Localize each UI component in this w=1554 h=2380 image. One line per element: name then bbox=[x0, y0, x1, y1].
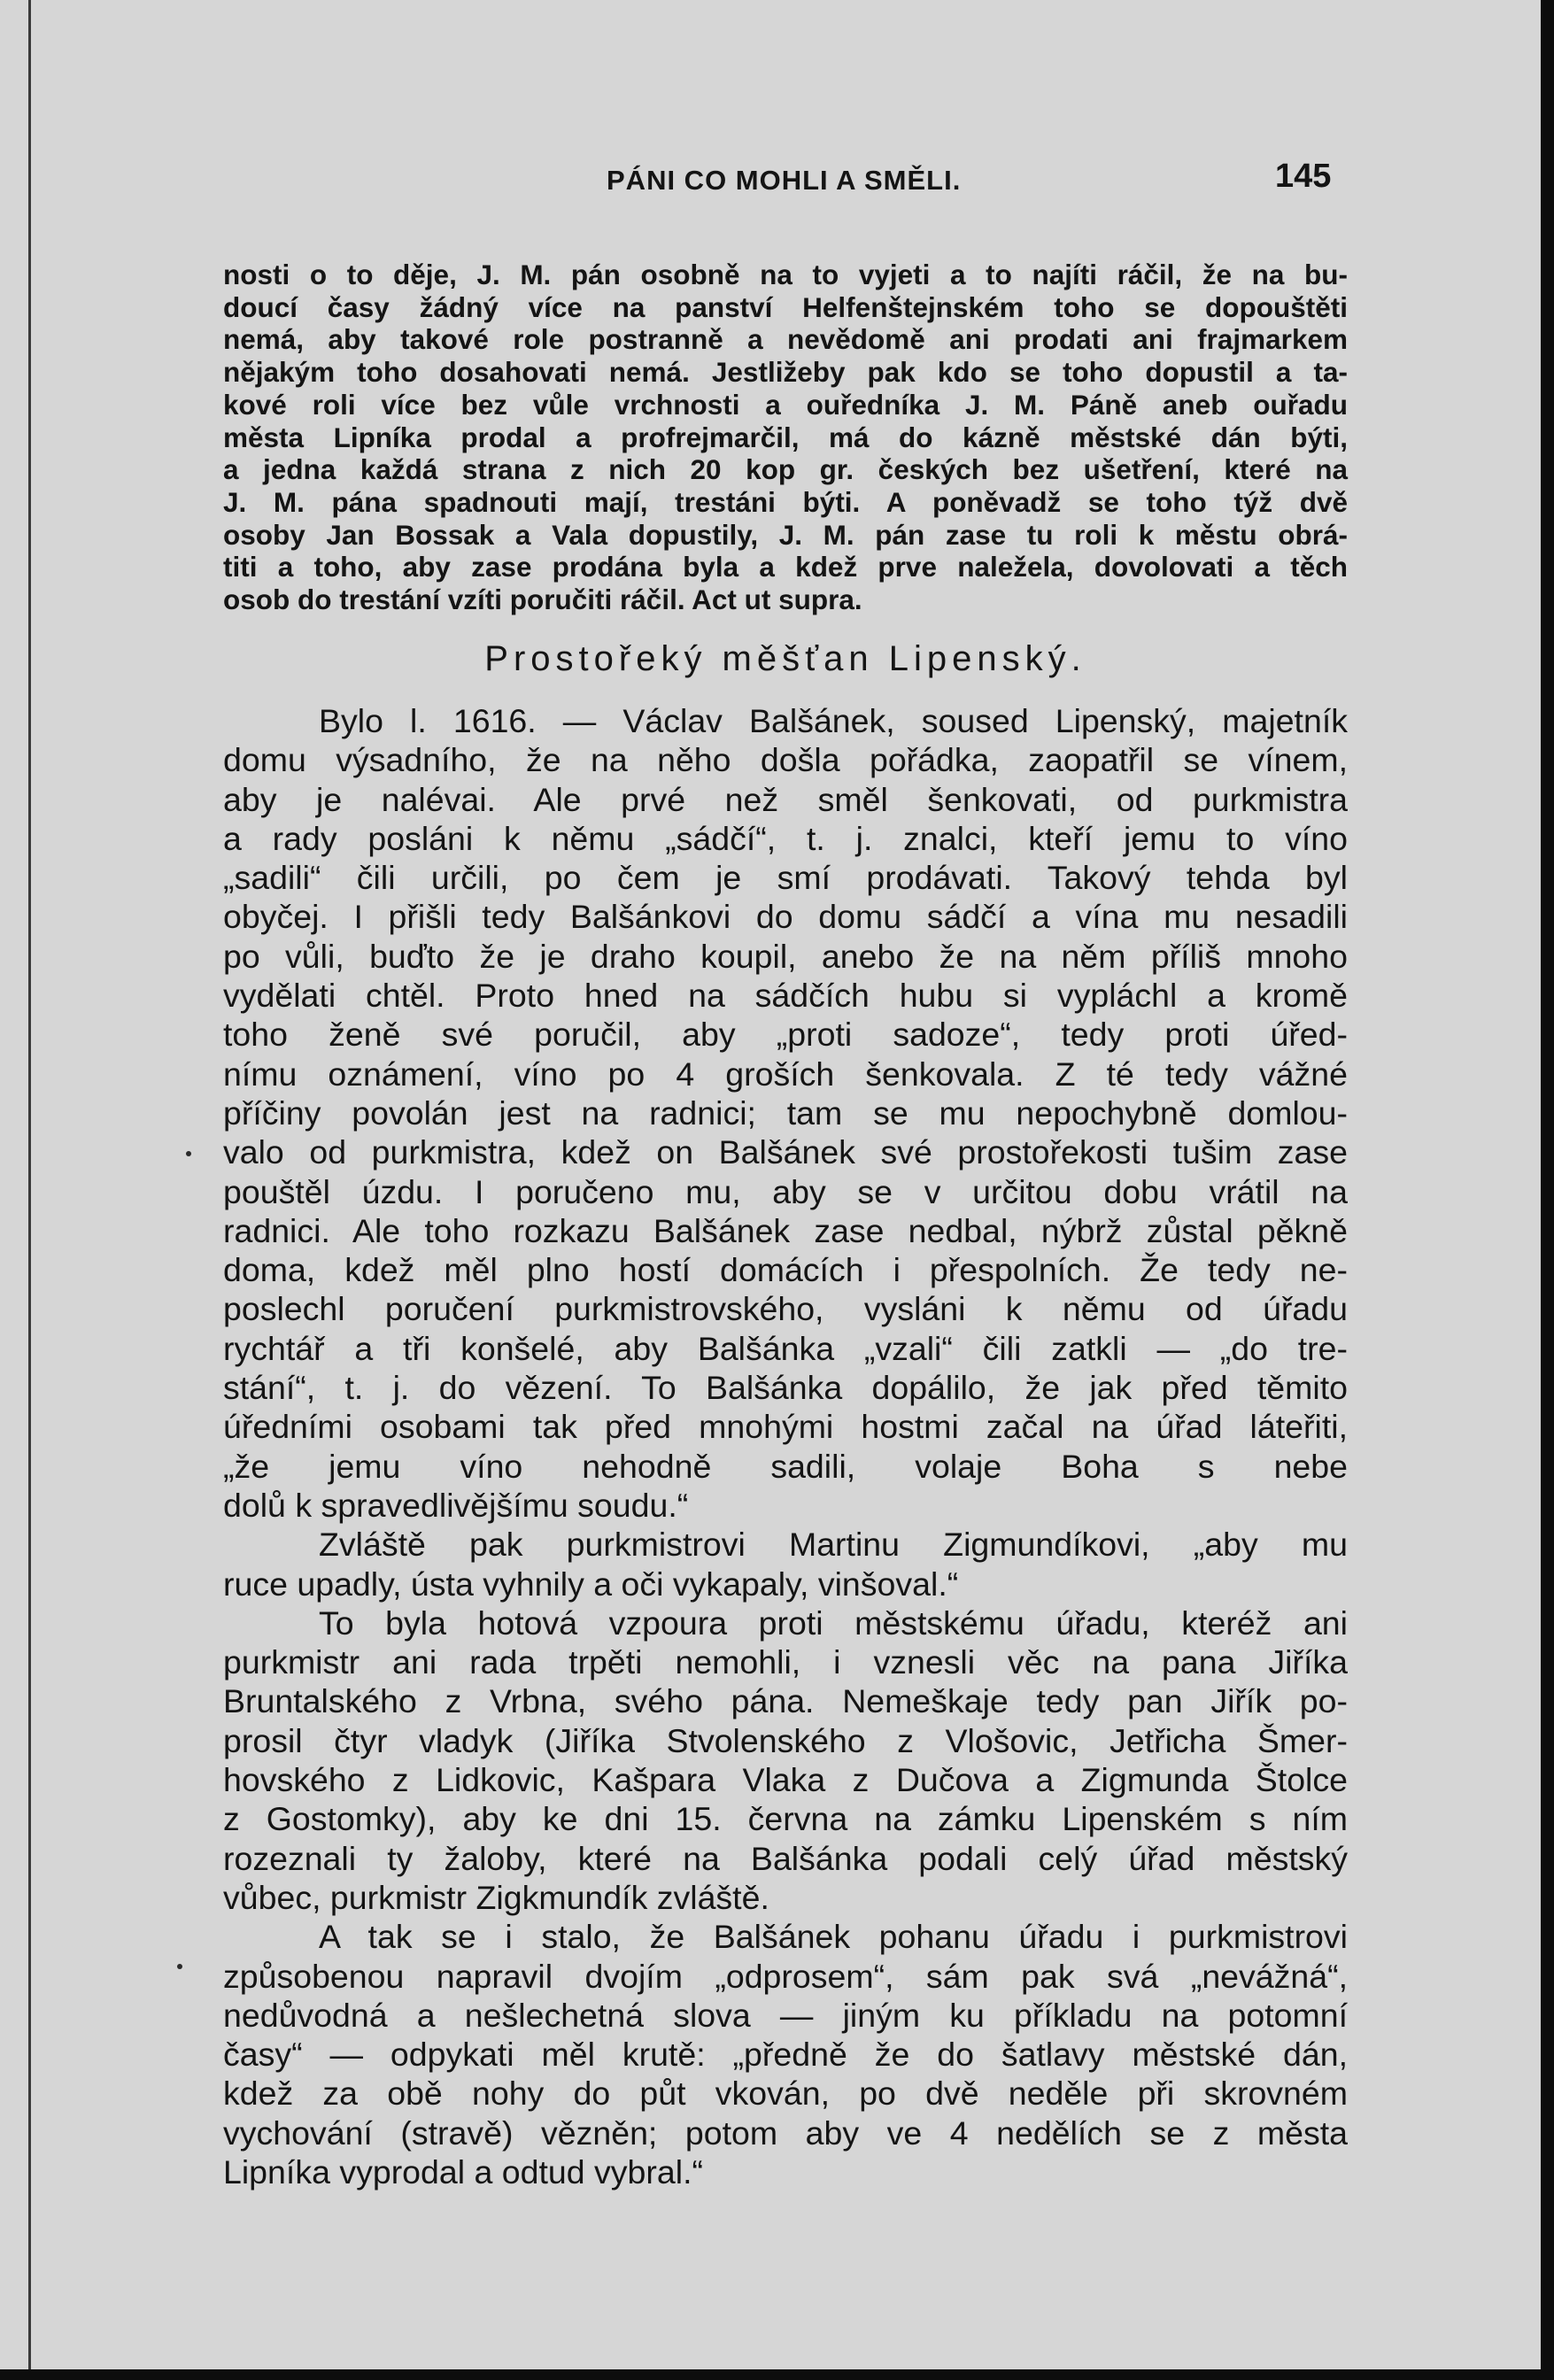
text-line: prosil čtyr vladyk (Jiříka Stvolenského z Vlošovic, Jetřicha Šmer- bbox=[223, 1721, 1348, 1759]
text-line: Lipníka vyprodal a odtud vybral.“ bbox=[223, 2152, 703, 2191]
text-line: nemá, aby takové role postranně a nevědomě ani prodati ani frajmarkem bbox=[223, 323, 1348, 356]
text-line: vydělati chtěl. Proto hned na sádčích hubu si vypláchl a kromě bbox=[223, 977, 1348, 1015]
text-line: osob do trestání vzíti poručiti ráčil. Act ut supra. bbox=[223, 583, 862, 616]
text-line: úředními osobami tak před mnohými hostmi začal na úřad láteřiti, bbox=[223, 1408, 1348, 1446]
text-line: doucí časy žádný více na panství Helfenštejnském toho se dopouštěti bbox=[223, 290, 1348, 323]
text-line: rychtář a tři konšelé, aby Balšánka „vzali“ čili zatkli — „do tre- bbox=[223, 1329, 1348, 1367]
text-line: A tak se i stalo, že Balšánek pohanu úřadu i purkmistrovi bbox=[319, 1918, 1348, 1956]
page-header bbox=[0, 158, 1541, 211]
text-line: obyčej. I přišli tedy Balšánkovi do domu sádčí a vína mu nesadili bbox=[223, 898, 1348, 936]
text-line: radnici. Ale toho rozkazu Balšánek zase nedbal, nýbrž zůstal pěkně bbox=[223, 1211, 1348, 1249]
text-line: nějakým toho dosahovati nemá. Jestližeby pak kdo se toho dopustil a ta- bbox=[223, 356, 1348, 389]
text-line: pouštěl úzdu. I poručeno mu, aby se v určitou dobu vrátil na bbox=[223, 1172, 1348, 1210]
text-line: z Gostomky), aby ke dni 15. června na zámku Lipenském s ním bbox=[223, 1800, 1348, 1838]
text-line: vůbec, purkmistr Zigkmundík zvláště. bbox=[223, 1878, 769, 1916]
text-line: způsobenou napravil dvojím „odprosem“, sám pak svá „nevážná“, bbox=[223, 1957, 1348, 1995]
text-line: a rady posláni k němu „sádčí“, t. j. znalci, kteří jemu to víno bbox=[223, 819, 1348, 857]
section-heading: Prostořeký měšťan Lipenský. bbox=[484, 639, 1086, 678]
text-line: purkmistr ani rada trpěti nemohli, i vznesli věc na pana Jiříka bbox=[223, 1643, 1348, 1681]
margin-speck bbox=[186, 1151, 191, 1156]
text-line: ruce upadly, ústa vyhnily a oči vykapaly, vinšoval.“ bbox=[223, 1565, 959, 1603]
text-line: hovského z Lidkovic, Kašpara Vlaka z Dučova a Zigmunda Štolce bbox=[223, 1761, 1348, 1799]
text-line: Zvláště pak purkmistrovi Martinu Zigmundíkovi, „aby mu bbox=[319, 1526, 1348, 1564]
text-line: nosti o to děje, J. M. pán osobně na to vyjeti a to najíti ráčil, že na bu- bbox=[223, 259, 1348, 290]
text-line: a jedna každá strana z nich 20 kop gr. českých bez ušetření, které na bbox=[223, 453, 1348, 486]
text-line: J. M. pána spadnouti mají, trestáni býti. A poněvadž se toho týž dvě bbox=[223, 485, 1348, 518]
text-line: časy“ — odpykati měl krutě: „předně že do šatlavy městské dán, bbox=[223, 2036, 1348, 2074]
text-line: titi a toho, aby zase prodána byla a kdež prve naležela, dovolovati a těch bbox=[223, 551, 1348, 583]
text-line: valo od purkmistra, kdež on Balšánek své prostořekosti tušim zase bbox=[223, 1133, 1348, 1171]
text-line: „sadili“ čili určili, po čem je smí prodávati. Takový tehda byl bbox=[223, 859, 1348, 897]
text-line: kové roli více bez vůle vrchnosti a ouředníka J. M. Páně aneb ouřadu bbox=[223, 388, 1348, 421]
text-line: nímu oznámení, víno po 4 groších šenkovala. Z té tedy vážné bbox=[223, 1055, 1348, 1093]
text-line: doma, kdež měl plno hostí domácích i přespolních. Že tedy ne- bbox=[223, 1251, 1348, 1289]
text-line: města Lipníka prodal a profrejmarčil, má do kázně městské dán býti, bbox=[223, 421, 1348, 453]
text-line: toho ženě své poručil, aby „proti sadoze“, tedy proti úřed- bbox=[223, 1016, 1348, 1054]
text-line: To byla hotová vzpoura proti městskému úřadu, kteréž ani bbox=[319, 1603, 1348, 1642]
text-line: domu výsadního, že na něho došla pořádka, zaopatřil se vínem, bbox=[223, 741, 1348, 779]
notes-paragraph bbox=[223, 259, 1348, 616]
text-line: kdež za obě nohy do půt vkován, po dvě neděle při skrovném bbox=[223, 2075, 1348, 2113]
binding-edge-line bbox=[28, 0, 31, 2369]
text-line: Bylo l. 1616. — Václav Balšánek, soused Lipenský, majetník bbox=[319, 702, 1348, 739]
text-line: nedůvodná a nešlechetná slova — jiným ku příkladu na potomní bbox=[223, 1996, 1348, 2034]
text-line: po vůli, buďto že je draho koupil, anebo že na něm příliš mnoho bbox=[223, 937, 1348, 975]
text-line: vychování (stravě) vězněn; potom aby ve 4 nedělích se z města bbox=[223, 2113, 1348, 2152]
text-line: aby je nalévai. Ale prvé než směl šenkovati, od purkmistra bbox=[223, 780, 1348, 818]
running-title: PÁNI CO MOHLI A SMĚLI. bbox=[607, 165, 962, 196]
text-line: „že jemu víno nehodně sadili, volaje Boha s nebe bbox=[223, 1447, 1348, 1485]
text-line: poslechl poručení purkmistrovského, vysláni k němu od úřadu bbox=[223, 1290, 1348, 1328]
text-line: příčiny povolán jest na radnici; tam se mu nepochybně domlou- bbox=[223, 1093, 1348, 1132]
text-line: rozeznali ty žaloby, které na Balšánka podali celý úřad městský bbox=[223, 1839, 1348, 1877]
margin-speck bbox=[177, 1964, 182, 1969]
text-line: dolů k spravedlivějšímu soudu.“ bbox=[223, 1486, 689, 1524]
page-number: 145 bbox=[1275, 158, 1332, 195]
body-text bbox=[223, 701, 1348, 2191]
text-line: stání“, t. j. do vězení. To Balšánka dopálilo, že jak před těmito bbox=[223, 1369, 1348, 1407]
text-line: Bruntalského z Vrbna, svého pána. Nemeškaje tedy pan Jiřík po- bbox=[223, 1682, 1348, 1720]
text-line: osoby Jan Bossak a Vala dopustily, J. M. pán zase tu roli k městu obrá- bbox=[223, 518, 1348, 551]
